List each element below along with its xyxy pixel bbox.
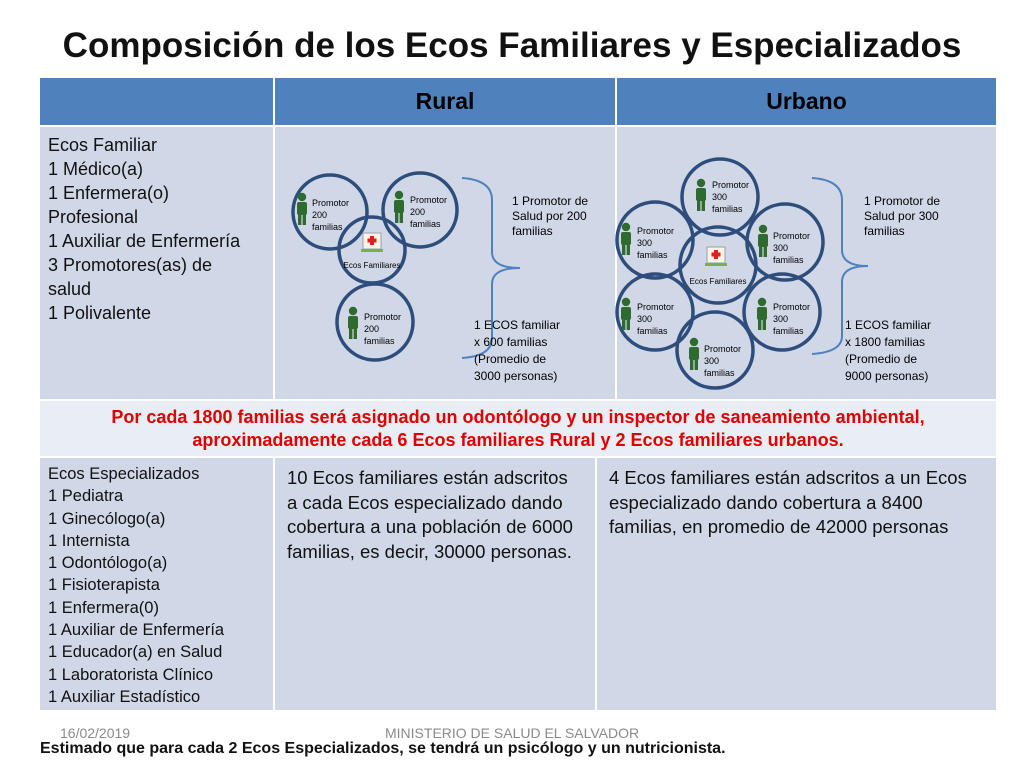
table-header-corner <box>40 78 273 125</box>
promotor-unit: familias <box>637 250 668 260</box>
promotor-label: Promotor <box>773 231 811 241</box>
rural-note-top: 1 Promotor de <box>512 194 589 208</box>
urbano-especializado-text: 4 Ecos familiares están adscritos a un Ecos especializado dando cobertura a 8400 familias, en promedio de 42000 personas <box>609 467 967 537</box>
table-header-rural <box>275 78 615 125</box>
staff-line: Profesional <box>48 207 139 227</box>
footer-date: 16/02/2019 <box>60 725 131 741</box>
staff-line: 1 Enfermera(o) <box>48 183 170 203</box>
staff-line: 1 Odontólogo(a) <box>48 554 168 573</box>
staff-line: Ecos Especializados <box>48 465 200 483</box>
promotor-label: Promotor <box>712 180 750 190</box>
staff-line: 1 Auxiliar de Enfermería <box>48 621 225 640</box>
staff-line: salud <box>48 279 92 299</box>
promotor-unit: familias <box>312 222 343 232</box>
urbano-note-bottom: 1 ECOS familiar <box>845 318 932 332</box>
staff-line: 1 Médico(a) <box>48 159 144 179</box>
rural-diagram-cell <box>275 127 615 399</box>
page-title: Composición de los Ecos Familiares y Especializados <box>62 26 962 65</box>
promotor-count: 300 <box>773 243 789 253</box>
promotor-count: 300 <box>773 314 789 324</box>
rural-note-bottom: x 600 familias <box>474 335 548 349</box>
bottom-note: Estimado que para cada 2 Ecos Especializados, se tendrá un psicólogo y un nutricionista. <box>40 740 726 757</box>
urbano-diagram-cell <box>617 127 996 399</box>
staff-line: 1 Internista <box>48 531 130 550</box>
promotor-label: Promotor <box>312 198 350 208</box>
header-rural-label: Rural <box>415 88 475 114</box>
promotor-unit: familias <box>712 204 743 214</box>
staff-line: 1 Fisioterapista <box>48 576 160 595</box>
rural-note-bottom: (Promedio de <box>474 352 547 366</box>
promotor-unit: familias <box>637 326 668 336</box>
staff-line: 1 Enfermera(0) <box>48 598 159 617</box>
table-header-urbano <box>617 78 996 125</box>
center-label: Ecos Familiares <box>689 277 747 286</box>
promotor-count: 300 <box>637 314 653 324</box>
rural-note-bottom: 1 ECOS familiar <box>474 318 561 332</box>
promotor-unit: familias <box>704 368 735 378</box>
center-label: Ecos Familiares <box>343 261 401 270</box>
promotor-unit: familias <box>364 336 395 346</box>
footer-ministry: MINISTERIO DE SALUD EL SALVADOR <box>385 725 640 741</box>
urbano-especializado-cell <box>597 458 996 710</box>
promotor-unit: familias <box>410 219 441 229</box>
promotor-label: Promotor <box>364 312 402 322</box>
promotor-label: Promotor <box>704 344 742 354</box>
staff-line: 1 Pediatra <box>48 487 124 506</box>
urbano-note-bottom: x 1800 familias <box>845 335 926 349</box>
urbano-note-top: Salud por 300 <box>864 209 939 223</box>
odontologist-note-line1: Por cada 1800 familias será asignado un odontólogo y un inspector de saneamiento ambiental, <box>111 406 925 427</box>
header-urbano-label: Urbano <box>766 88 847 114</box>
odontologist-note-line2: aproximadamente cada 6 Ecos familiares Rural y 2 Ecos familiares urbanos. <box>192 429 844 450</box>
staff-line: 1 Auxiliar Estadístico <box>48 687 201 706</box>
rural-especializado-text: 10 Ecos familiares están adscritos a cada Ecos especializado dando cobertura a una población de 6000 familias, es decir, 30000 personas. <box>287 467 573 562</box>
promotor-unit: familias <box>773 255 804 265</box>
urbano-note-bottom: (Promedio de <box>845 352 918 366</box>
rural-especializado-cell <box>275 458 595 710</box>
rural-note-bottom: 3000 personas) <box>474 369 558 383</box>
staff-line: 1 Educador(a) en Salud <box>48 643 223 662</box>
promotor-count: 300 <box>712 192 728 202</box>
staff-line: 1 Auxiliar de Enfermería <box>48 231 241 251</box>
odontologist-note-row <box>40 401 996 456</box>
promotor-label: Promotor <box>637 226 675 236</box>
promotor-label: Promotor <box>410 195 448 205</box>
urbano-note-top: 1 Promotor de <box>864 194 941 208</box>
rural-note-top: Salud por 200 <box>512 209 587 223</box>
staff-line: 1 Ginecólogo(a) <box>48 509 166 528</box>
staff-line: Ecos Familiar <box>48 135 158 155</box>
ecos-familiar-staff-cell <box>40 127 273 399</box>
staff-line: 1 Polivalente <box>48 303 152 323</box>
promotor-label: Promotor <box>637 302 675 312</box>
urbano-note-top: familias <box>864 224 905 238</box>
promotor-unit: familias <box>773 326 804 336</box>
urbano-note-bottom: 9000 personas) <box>845 369 929 383</box>
promotor-label: Promotor <box>773 302 811 312</box>
promotor-count: 200 <box>410 207 426 217</box>
promotor-count: 300 <box>637 238 653 248</box>
ecos-especializados-staff-cell <box>40 458 273 710</box>
promotor-count: 200 <box>364 324 380 334</box>
rural-note-top: familias <box>512 224 553 238</box>
promotor-count: 300 <box>704 356 720 366</box>
staff-line: 3 Promotores(as) de <box>48 255 213 275</box>
staff-line: 1 Laboratorista Clínico <box>48 665 214 684</box>
promotor-count: 200 <box>312 210 328 220</box>
